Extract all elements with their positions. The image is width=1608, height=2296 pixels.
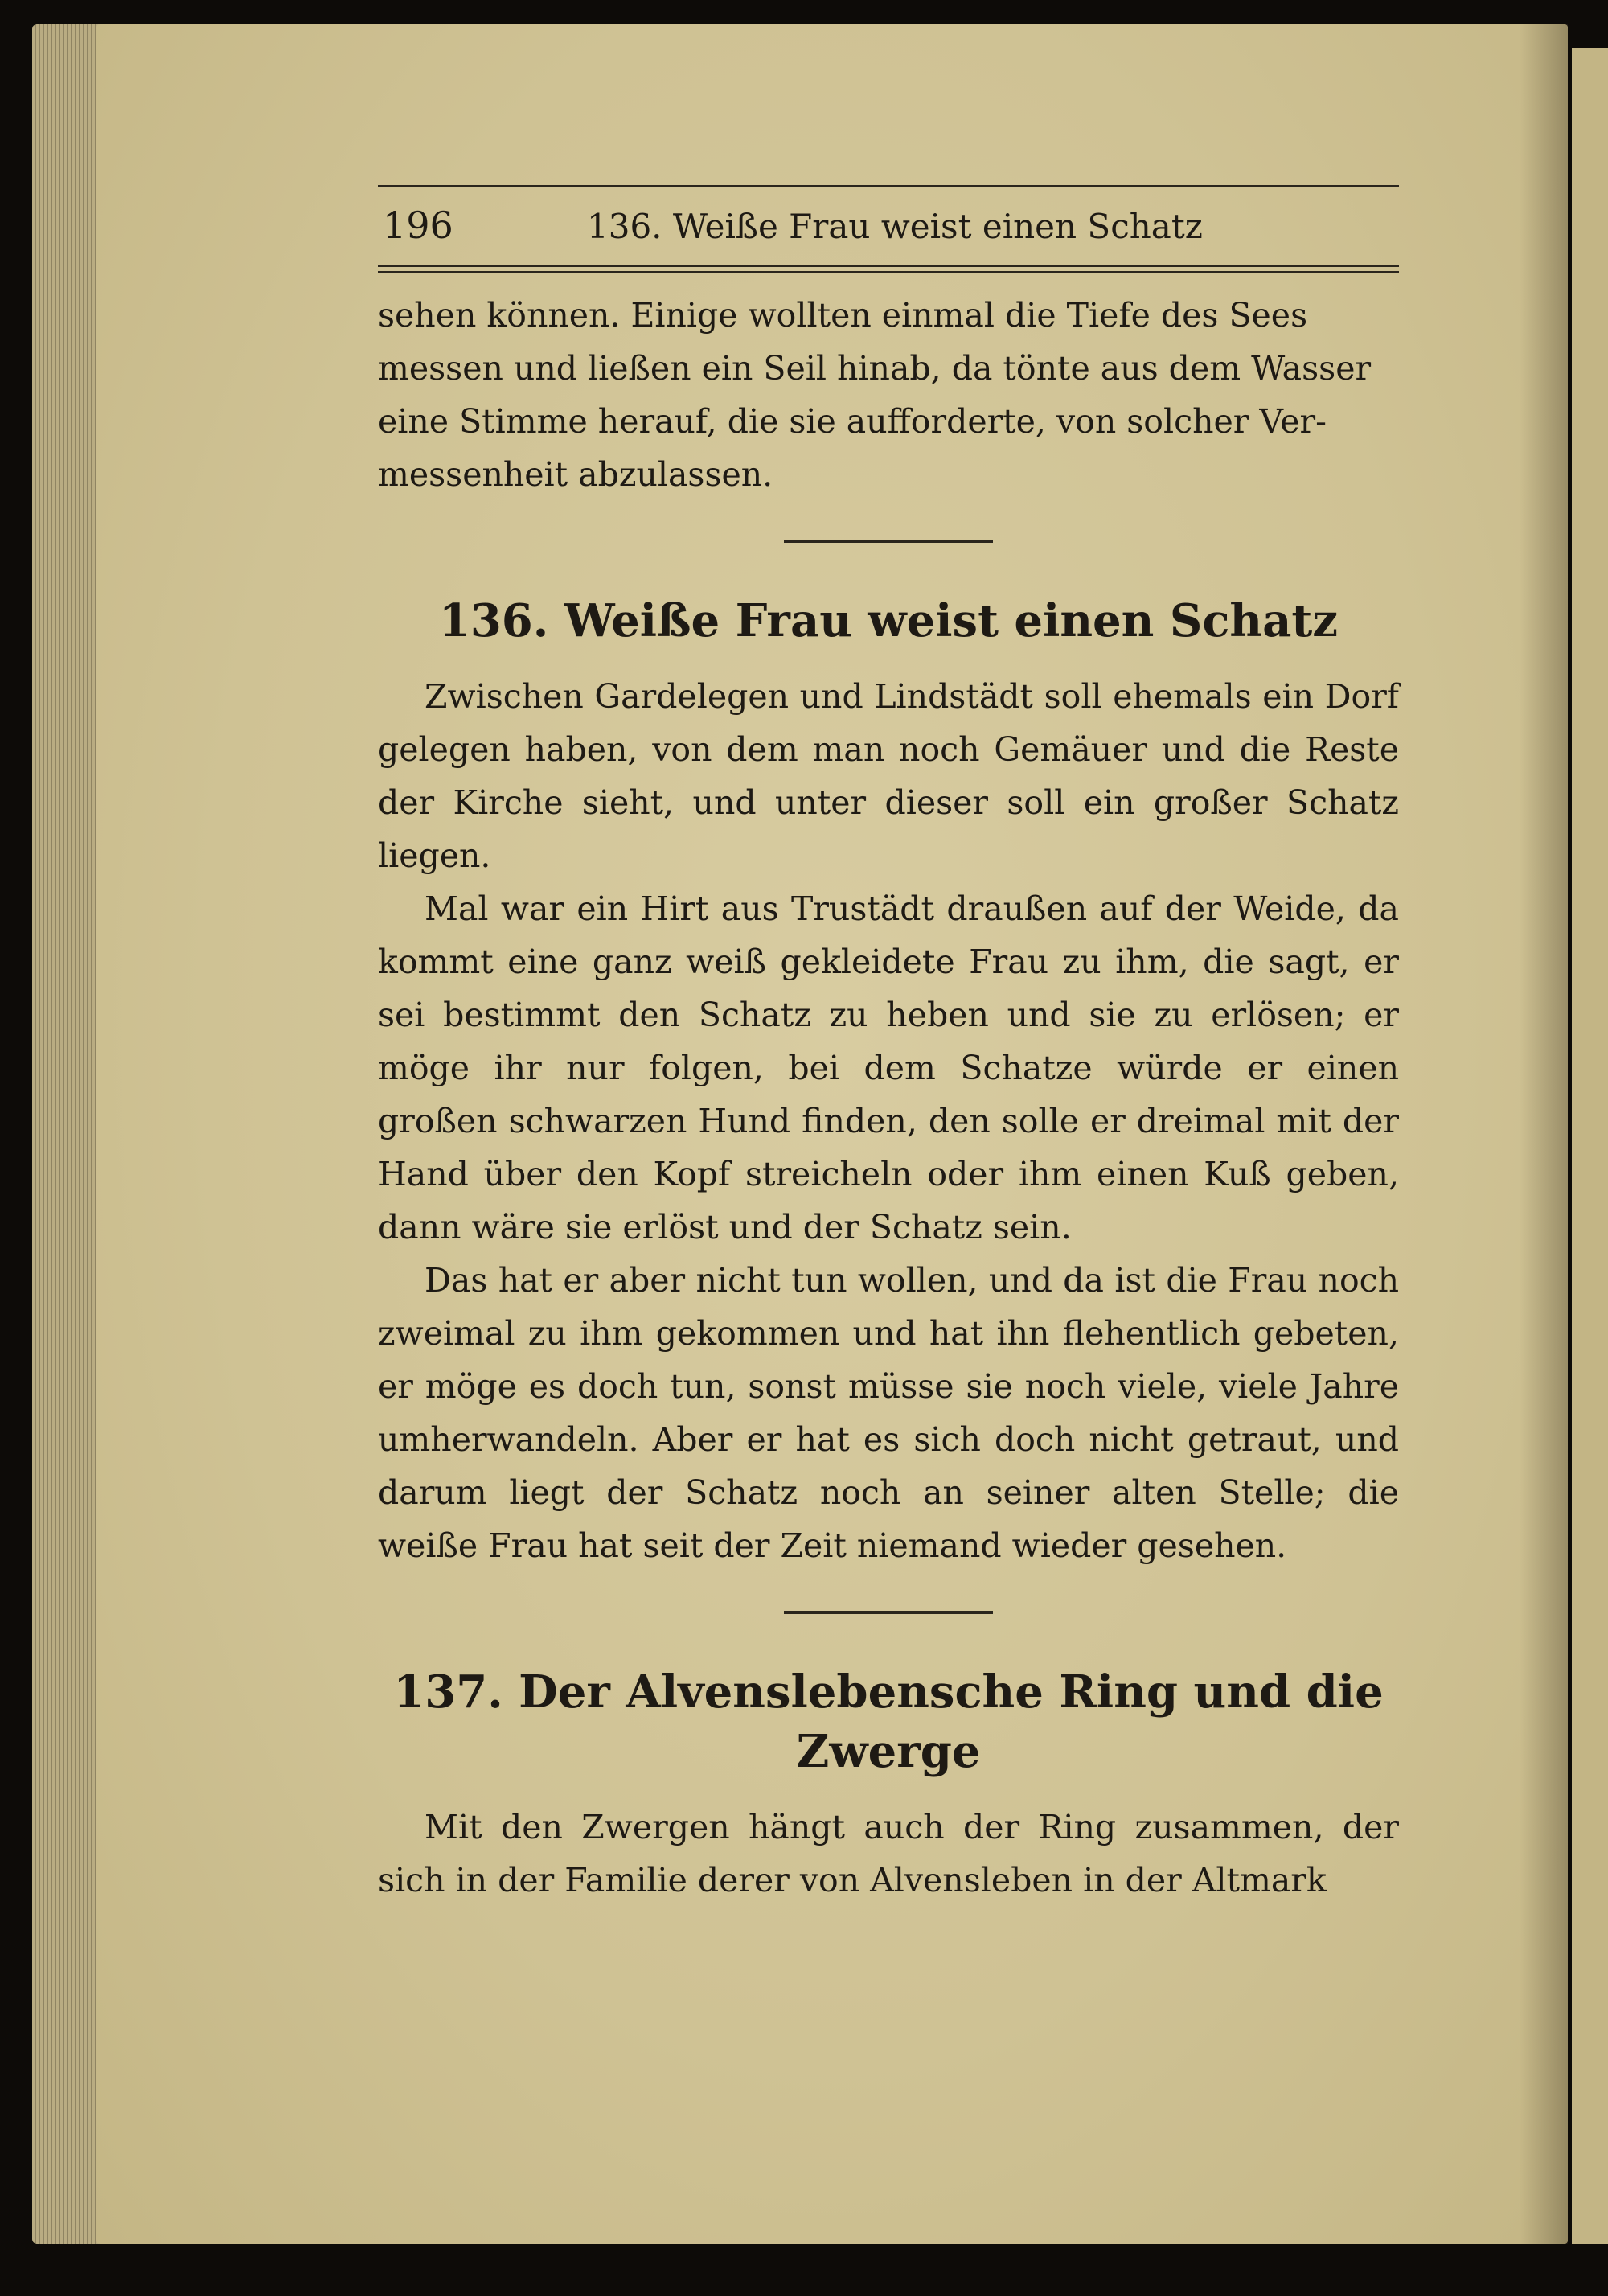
section-separator — [784, 540, 993, 543]
carryover-line: sehen können. Einige wollten einmal die Tiefe des Sees — [378, 296, 1308, 335]
section-separator — [784, 1611, 993, 1614]
section-136-title: 136. Weiße Frau weist einen Schatz — [438, 594, 1339, 647]
carryover-line: messen und ließen ein Seil hinab, da tönte aus dem Wasser — [378, 349, 1372, 388]
carryover-line: eine Stimme herauf, die sie aufforderte, von solcher Ver- — [378, 402, 1327, 441]
carryover-text — [378, 289, 1399, 501]
section-137-paragraph: Mit den Zwergen hängt auch der Ring zusammen, der sich in der Familie derer von Alvensleben in der Altmark — [378, 1808, 1399, 1900]
page-content — [378, 185, 1399, 1907]
facing-page-edge — [1572, 48, 1608, 2244]
section-136-paragraph: Das hat er aber nicht tun wollen, und da ist die Frau noch zweimal zu ihm gekommen und hat ihn flehentlich gebeten, er möge es doch tun, sonst müsse sie noch viele, viele Jahre umherwandeln. Aber er hat es sich doch nicht getraut, und darum liegt der Schatz noch an seiner alten Stelle; die weiße Frau hat seit der Zeit niemand wieder gesehen. — [378, 1261, 1399, 1565]
section-136-paragraph: Zwischen Gardelegen und Lindstädt soll ehemals ein Dorf gelegen haben, von dem man noch Gemäuer und die Reste der Kirche sieht, und unter dieser soll ein großer Schatz liegen. — [378, 677, 1399, 875]
header-rule — [378, 265, 1399, 267]
running-header — [378, 185, 1399, 255]
page-gutter-shadow — [1520, 24, 1568, 2244]
header-rule-thin — [378, 271, 1399, 273]
carryover-line: messenheit abzulassen. — [378, 455, 773, 494]
running-title: 136. Weiße Frau weist einen Schatz — [587, 207, 1203, 246]
page-number: 196 — [383, 203, 453, 247]
section-137-title: 137. Der Alvenslebensche Ring und die Zwerge — [393, 1666, 1384, 1778]
section-136-paragraph: Mal war ein Hirt aus Trustädt draußen auf der Weide, da kommt eine ganz weiß gekleidete Frau zu ihm, die sagt, er sei bestimmt den Schatz zu heben und sie zu erlösen; er möge ihr nur folgen, bei dem Schatze würde er einen großen schwarzen Hund finden, den solle er dreimal mit der Hand über den Kopf streicheln oder ihm einen Kuß geben, dann wäre sie erlöst und der Schatz sein. — [378, 889, 1399, 1247]
